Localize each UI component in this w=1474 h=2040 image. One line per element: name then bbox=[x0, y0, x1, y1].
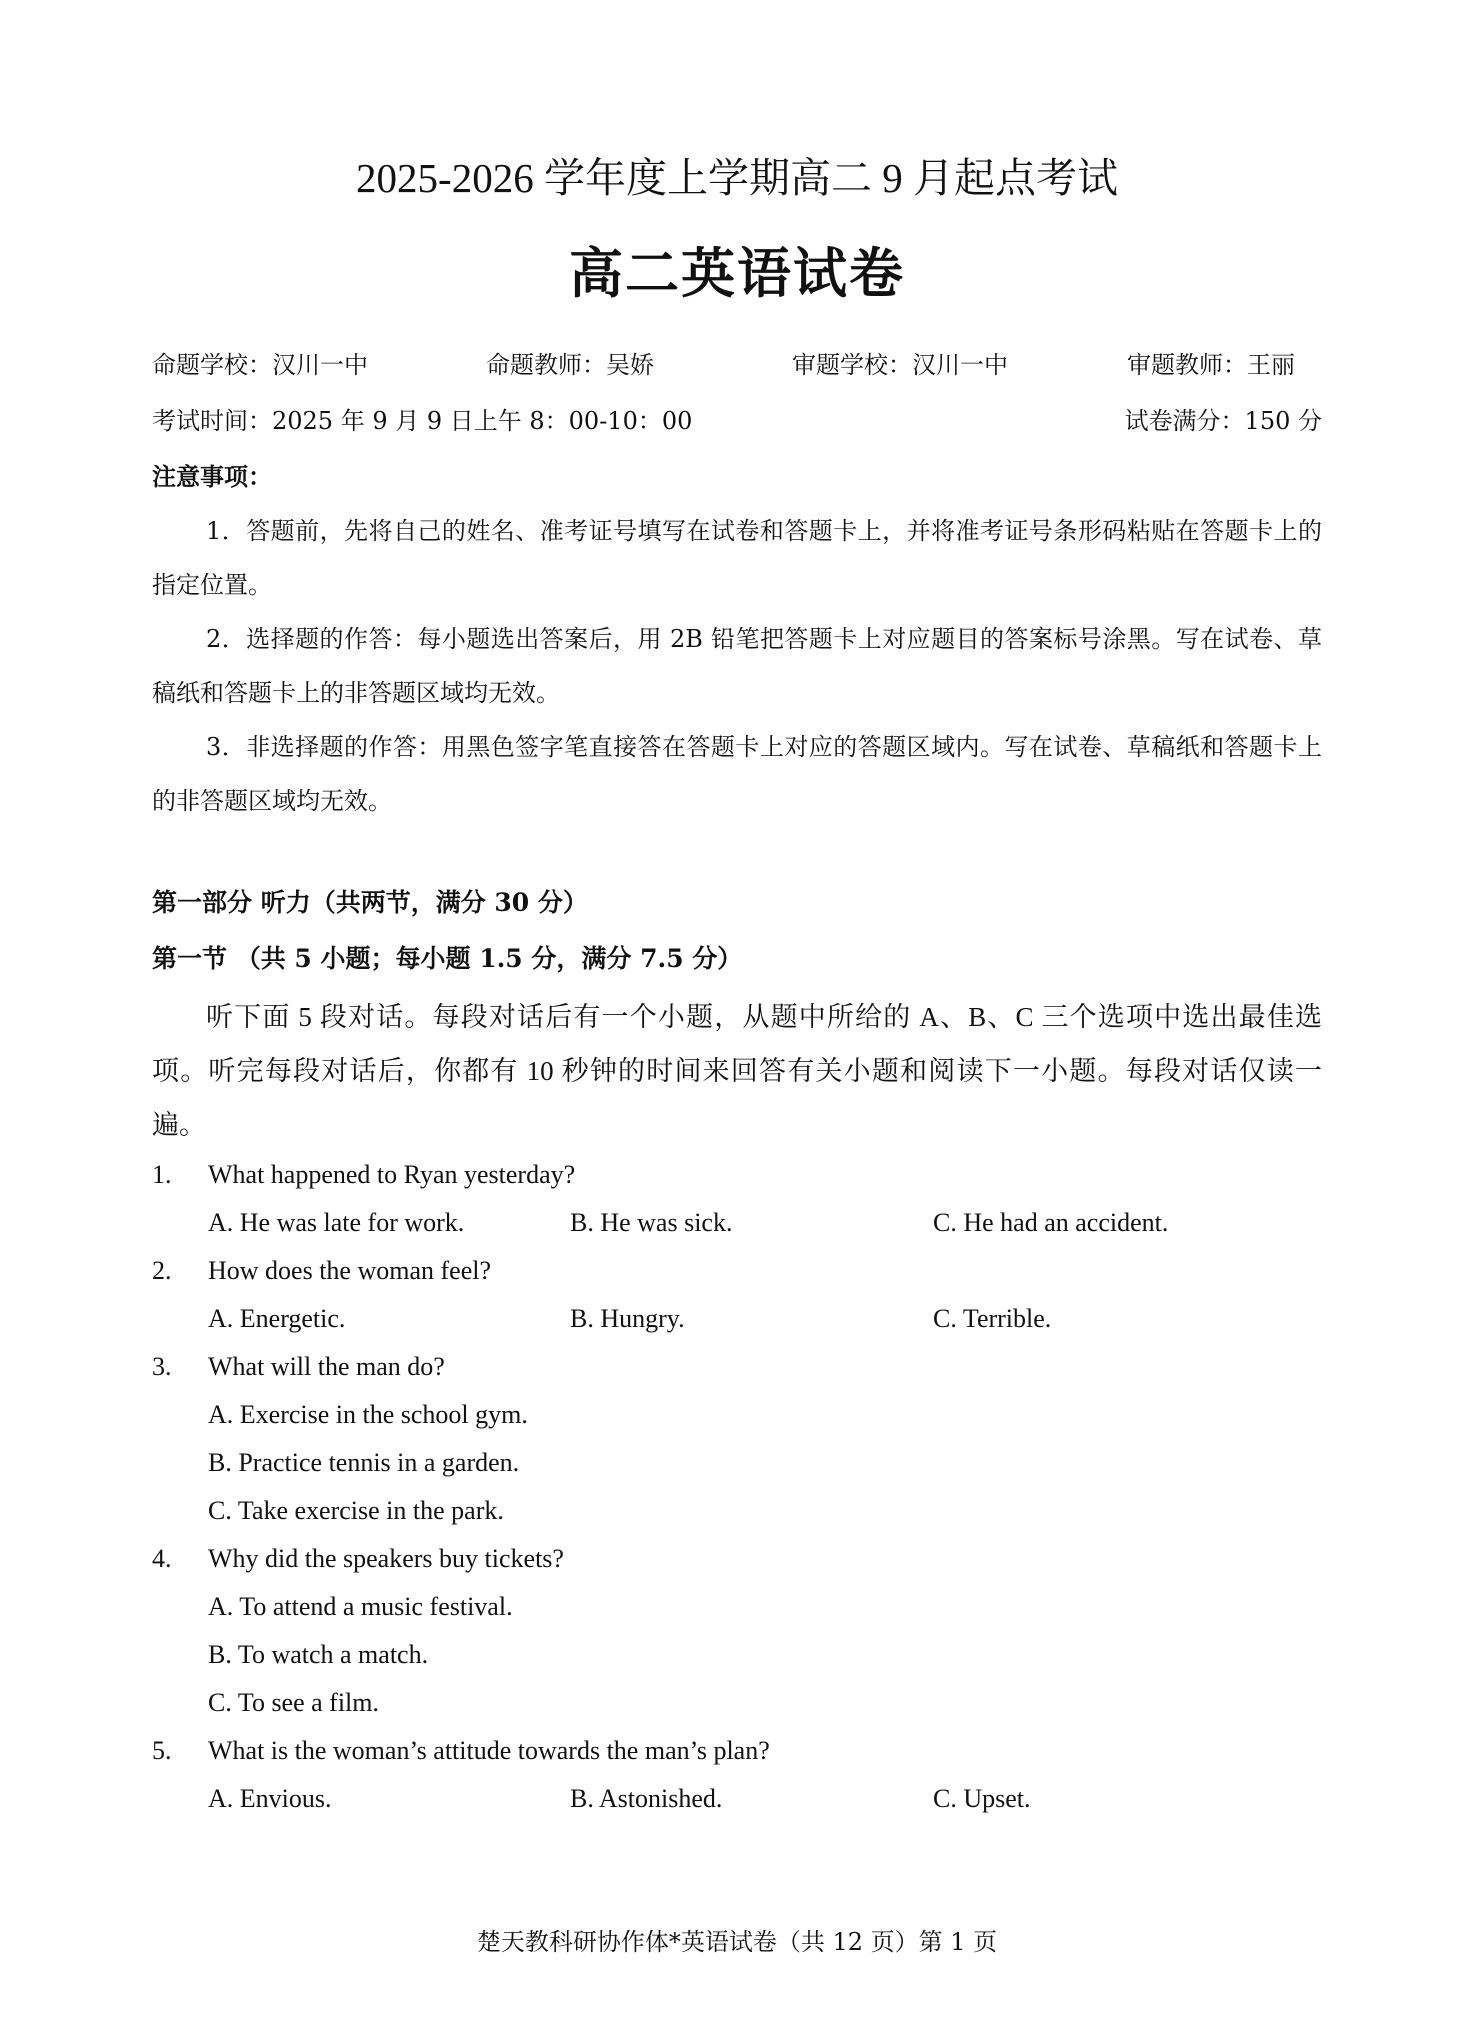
option-c: C. Terrible. bbox=[933, 1304, 1052, 1333]
option-a: A. Energetic. bbox=[208, 1304, 346, 1333]
question-stem: Why did the speakers buy tickets? bbox=[208, 1544, 564, 1573]
page-footer: 楚天教科研协作体*英语试卷（共 12 页）第 1 页 bbox=[476, 1928, 998, 1956]
exam-meta-row-1 bbox=[152, 345, 1322, 385]
option-a: A. Exercise in the school gym. bbox=[208, 1400, 528, 1429]
notice-item: 2．选择题的作答：每小题选出答案后，用 2B 铅笔把答题卡上对应题目的答案标号涂黑。写在试卷、草稿纸和答题卡上的非答题区域均无效。 bbox=[152, 625, 1322, 707]
option-c: C. He had an accident. bbox=[933, 1208, 1169, 1237]
option-b: B. Practice tennis in a garden. bbox=[208, 1448, 520, 1477]
setter-teacher: 命题教师：吴娇 bbox=[486, 351, 654, 379]
option-c: C. To see a film. bbox=[208, 1688, 380, 1717]
option-b: B. He was sick. bbox=[570, 1208, 733, 1237]
option-b: B. To watch a match. bbox=[208, 1640, 429, 1669]
question-stem: How does the woman feel? bbox=[208, 1256, 492, 1285]
option-b: B. Astonished. bbox=[570, 1784, 723, 1813]
question-stem: What happened to Ryan yesterday? bbox=[208, 1160, 576, 1189]
question-number: 3. bbox=[152, 1352, 172, 1381]
question-number: 4. bbox=[152, 1544, 172, 1573]
listening-instructions: 听下面 5 段对话。每段对话后有一个小题，从题中所给的 A、B、C 三个选项中选出最佳选项。听完每段对话后，你都有 10 秒钟的时间来回答有关小题和阅读下一小题。每段对话仅读一遍。 bbox=[152, 1002, 1322, 1140]
option-c: C. Upset. bbox=[933, 1784, 1031, 1813]
notice-item: 3．非选择题的作答：用黑色签字笔直接答在答题卡上对应的答题区域内。写在试卷、草稿纸和答题卡上的非答题区域均无效。 bbox=[152, 733, 1322, 815]
notice-heading: 注意事项： bbox=[152, 462, 272, 491]
notice-item: 1．答题前，先将自己的姓名、准考证号填写在试卷和答题卡上，并将准考证号条形码粘贴在答题卡上的指定位置。 bbox=[152, 517, 1322, 599]
option-a: A. Envious. bbox=[208, 1784, 332, 1813]
full-score: 试卷满分：150 分 bbox=[1124, 407, 1322, 435]
exam-title: 2025-2026 学年度上学期高二 9 月起点考试 bbox=[356, 155, 1118, 201]
review-school: 审题学校：汉川一中 bbox=[792, 351, 1008, 379]
option-a: A. To attend a music festival. bbox=[208, 1592, 513, 1621]
question-number: 2. bbox=[152, 1256, 172, 1285]
question-stem: What is the woman’s attitude towards the man’s plan? bbox=[208, 1736, 770, 1765]
question-stem: What will the man do? bbox=[208, 1352, 445, 1381]
question-number: 1. bbox=[152, 1160, 172, 1189]
paper-title: 高二英语试卷 bbox=[569, 242, 905, 305]
review-teacher: 审题教师：王丽 bbox=[1127, 351, 1295, 379]
exam-meta-row-2 bbox=[152, 401, 1322, 441]
option-b: B. Hungry. bbox=[570, 1304, 685, 1333]
setter-school: 命题学校：汉川一中 bbox=[152, 351, 368, 379]
part-heading: 第一部分 听力（共两节，满分 30 分） bbox=[152, 888, 588, 917]
option-a: A. He was late for work. bbox=[208, 1208, 465, 1237]
section-heading: 第一节 （共 5 小题；每小题 1.5 分，满分 7.5 分） bbox=[152, 944, 743, 973]
exam-time: 考试时间：2025 年 9 月 9 日上午 8：00-10：00 bbox=[152, 407, 693, 435]
question-number: 5. bbox=[152, 1736, 172, 1765]
option-c: C. Take exercise in the park. bbox=[208, 1496, 504, 1525]
